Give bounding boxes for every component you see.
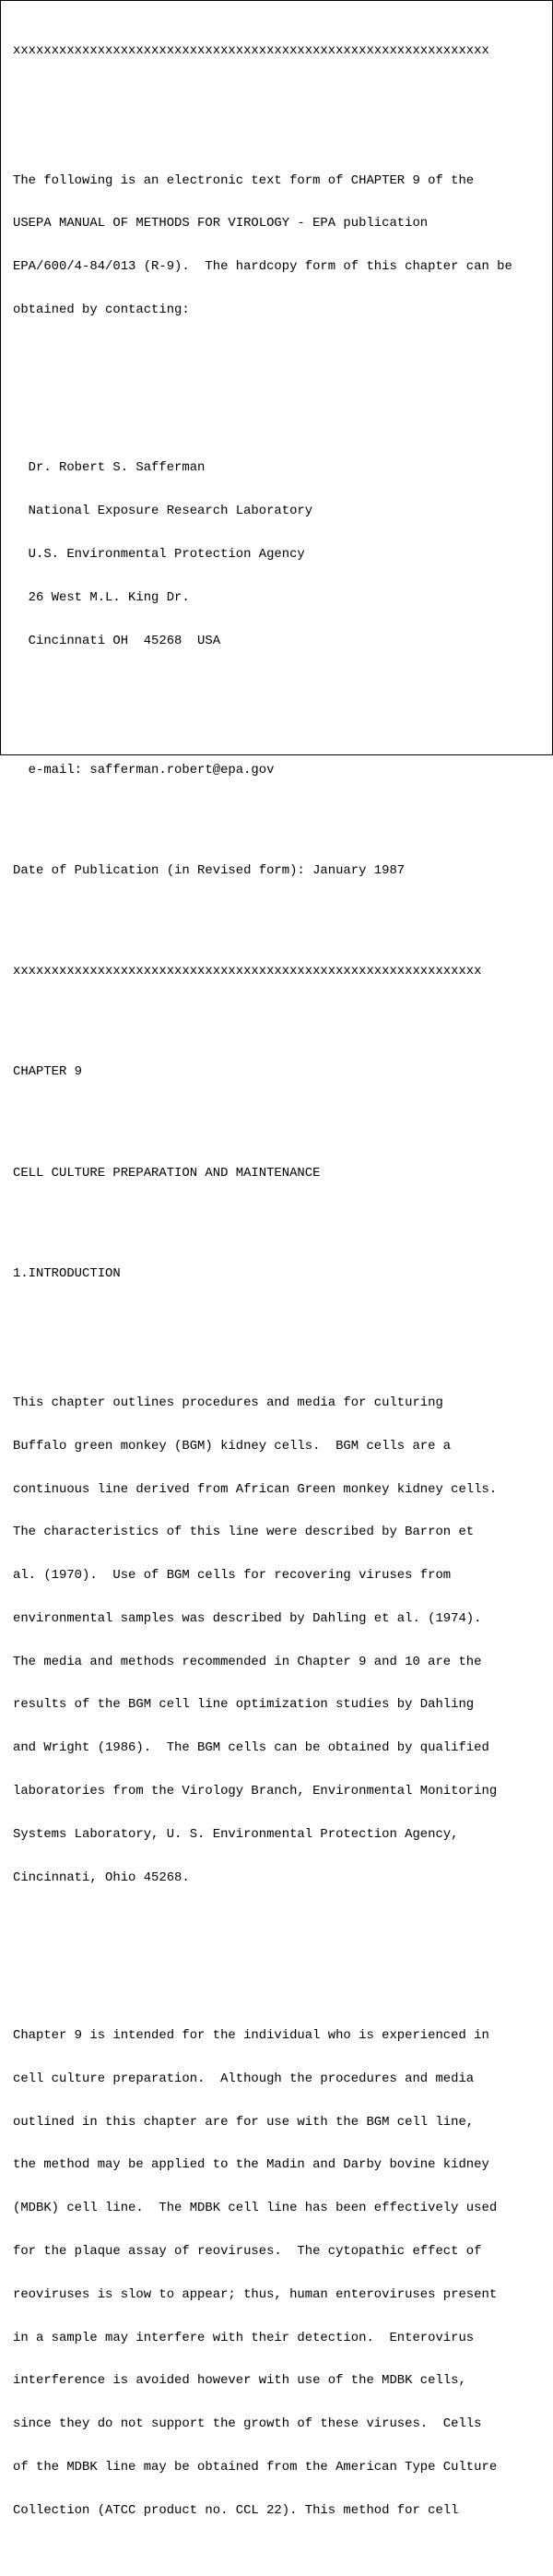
paragraph-line: reoviruses is slow to appear; thus, human enteroviruses present xyxy=(13,2286,498,2302)
paragraph-line: laboratories from the Virology Branch, Environmental Monitoring xyxy=(13,1784,498,1799)
paragraph-2 xyxy=(13,2000,545,2547)
contact-agency: U.S. Environmental Protection Agency xyxy=(13,546,305,562)
paragraph-line: Systems Laboratory, U. S. Environmental Protection Agency, xyxy=(13,1826,459,1842)
intro-line: obtained by contacting: xyxy=(13,302,190,317)
paragraph-line: and Wright (1986). The BGM cells can be obtained by qualified xyxy=(13,1740,489,1756)
contact-email: e-mail: safferman.robert@epa.gov xyxy=(13,762,275,778)
spacer xyxy=(13,706,545,721)
intro-line: EPA/600/4-84/013 (R-9). The hardcopy form of this chapter can be xyxy=(13,259,512,275)
spacer xyxy=(13,807,545,822)
divider-bottom: xxxxxxxxxxxxxxxxxxxxxxxxxxxxxxxxxxxxxxxxxxxxxxxxxxxxxxxxxxxxx xyxy=(13,964,482,979)
spacer xyxy=(13,1310,545,1324)
paragraph-line: environmental samples was described by Dahling et al. (1974). xyxy=(13,1610,482,1626)
paragraph-line: for the plaque assay of reoviruses. The cytopathic effect of xyxy=(13,2244,482,2260)
paragraph-line: Buffalo green monkey (BGM) kidney cells. BGM cells are a xyxy=(13,1438,452,1454)
paragraph-line: results of the BGM cell line optimization studies by Dahling xyxy=(13,1697,475,1713)
paragraph-line: al. (1970). Use of BGM cells for recovering viruses from xyxy=(13,1568,452,1584)
spacer xyxy=(13,908,545,922)
paragraph-line: interference is avoided however with use of the MDBK cells, xyxy=(13,2373,466,2389)
intro-line: USEPA MANUAL OF METHODS FOR VIROLOGY - EPA publication xyxy=(13,216,429,231)
paragraph-line: since they do not support the growth of these viruses. Cells xyxy=(13,2416,482,2432)
section-heading: 1.INTRODUCTION xyxy=(13,1265,121,1281)
publication-date: Date of Publication (in Revised form): January 1987 xyxy=(13,863,406,879)
contact-city: Cincinnati OH 45268 USA xyxy=(13,633,221,648)
spacer xyxy=(13,1209,545,1224)
chapter-title: CELL CULTURE PREPARATION AND MAINTENANCE xyxy=(13,1165,321,1181)
paragraph-line: of the MDBK line may be obtained from the American Type Culture xyxy=(13,2459,498,2475)
paragraph-line: Cincinnati, Ohio 45268. xyxy=(13,1870,190,1885)
paragraph-line: continuous line derived from African Green monkey kidney cells. xyxy=(13,1481,498,1497)
document-text xyxy=(13,16,545,2576)
paragraph-line: in a sample may interfere with their detection. Enterovirus xyxy=(13,2330,475,2345)
paragraph-line: outlined in this chapter are for use with the BGM cell line, xyxy=(13,2114,475,2130)
spacer xyxy=(13,1943,545,1958)
intro-block xyxy=(13,145,545,346)
spacer xyxy=(13,1008,545,1023)
paragraph-1 xyxy=(13,1368,545,1915)
paragraph-line: cell culture preparation. Although the procedures and media xyxy=(13,2071,475,2086)
paragraph-line: the method may be applied to the Madin and Darby bovine kidney xyxy=(13,2157,489,2173)
paragraph-line: This chapter outlines procedures and media for culturing xyxy=(13,1395,443,1410)
intro-line: The following is an electronic text form of CHAPTER 9 of the xyxy=(13,172,475,188)
paragraph-line: Collection (ATCC product no. CCL 22). This method for cell xyxy=(13,2502,459,2518)
divider-top: xxxxxxxxxxxxxxxxxxxxxxxxxxxxxxxxxxxxxxxxxxxxxxxxxxxxxxxxxxxxxx xyxy=(13,43,489,59)
contact-name: Dr. Robert S. Safferman xyxy=(13,460,206,476)
paragraph-line: (MDBK) cell line. The MDBK cell line has been effectively used xyxy=(13,2201,498,2216)
spacer xyxy=(13,375,545,390)
paragraph-line: The media and methods recommended in Chapter 9 and 10 are the xyxy=(13,1654,482,1669)
spacer xyxy=(13,88,545,102)
contact-lab: National Exposure Research Laboratory xyxy=(13,504,313,519)
contact-block xyxy=(13,433,545,677)
spacer xyxy=(13,1109,545,1123)
paragraph-line: Chapter 9 is intended for the individual who is experienced in xyxy=(13,2028,489,2044)
contact-street: 26 West M.L. King Dr. xyxy=(13,589,190,605)
chapter-label: CHAPTER 9 xyxy=(13,1064,83,1080)
paragraph-line: The characteristics of this line were described by Barron et xyxy=(13,1525,475,1540)
